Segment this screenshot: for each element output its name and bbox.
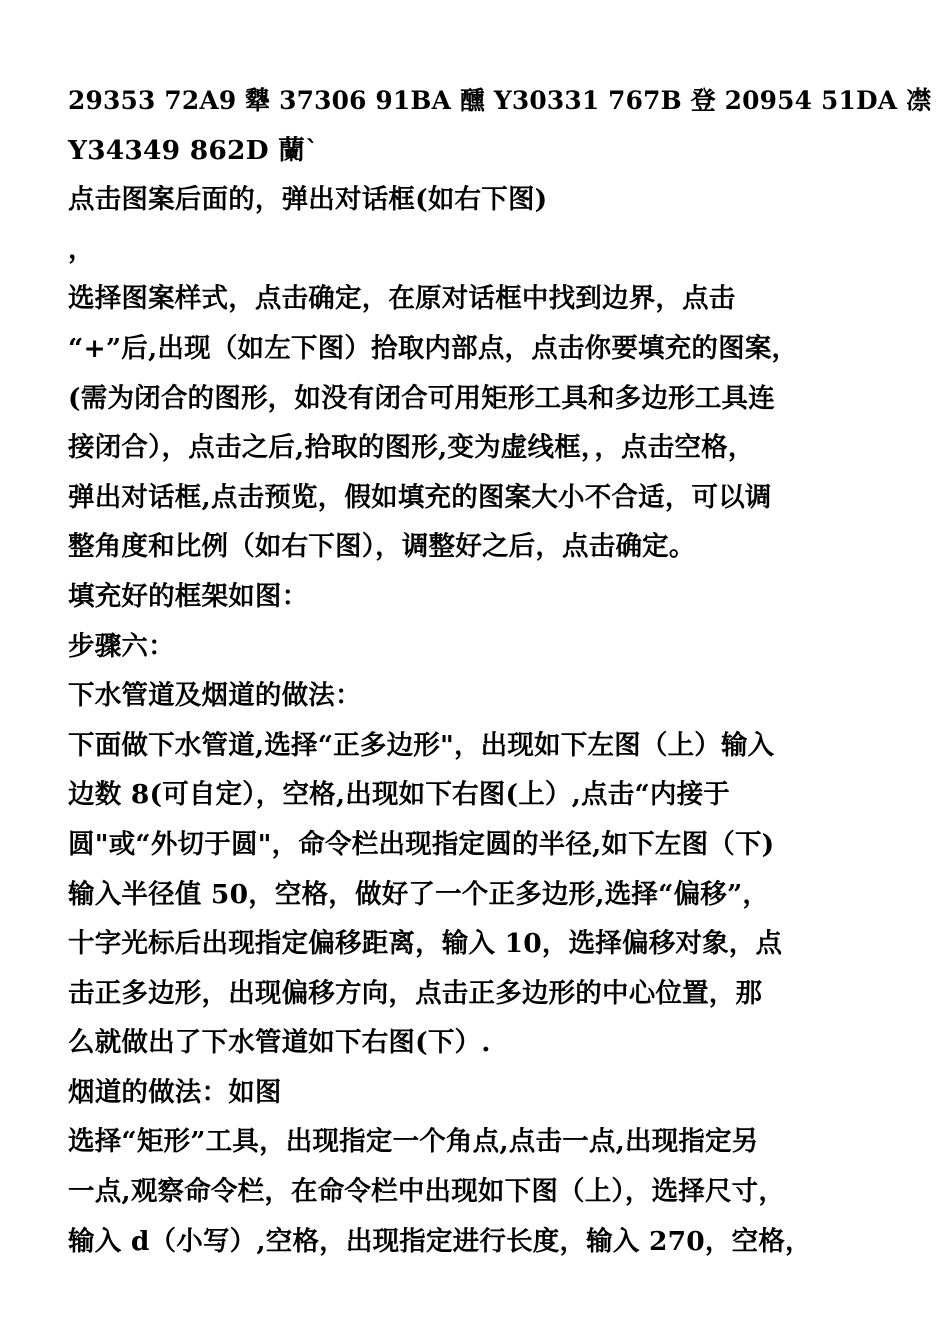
text-line-1: 29353 72A9 犩 37306 91BA 醺 Y30331 767B 登 20954 51DA 凚 <box>68 86 932 115</box>
text-line-14: 下面做下水管道,选择“正多边形"，出现如下左图（上）输入 <box>68 729 775 761</box>
text-line-11: 填充好的框架如图： <box>68 580 309 612</box>
text-line-20: 么就做出了下水管道如下右图(下）. <box>68 1027 491 1059</box>
text-line-10: 整角度和比例（如右下图），调整好之后，点击确定。 <box>68 531 696 563</box>
text-line-9: 弹出对话框,点击预览，假如填充的图案大小不合适，可以调 <box>68 481 772 513</box>
text-line-13: 下水管道及烟道的做法： <box>68 680 362 712</box>
text-line-3: 点击图案后面的，弹出对话框(如右下图) <box>68 184 548 216</box>
text-line-15: 边数 8(可自定），空格,出现如下右图(上）,点击“内接于 <box>68 779 730 811</box>
text-line-12: 步骤六： <box>68 630 175 662</box>
text-line-7: (需为闭合的图形，如没有闭合可用矩形工具和多边形工具连 <box>68 382 775 414</box>
text-line-2: Y34349 862D 蘭` <box>68 134 319 166</box>
text-line-24: 输入 d（小写）,空格，出现指定进行长度，输入 270，空格， <box>68 1225 812 1257</box>
text-line-4: ， <box>68 233 95 265</box>
text-line-23: 一点,观察命令栏，在命令栏中出现如下图（上），选择尺寸， <box>68 1176 786 1208</box>
text-line-18: 十字光标后出现指定偏移距离，输入 10，选择偏移对象，点 <box>68 928 783 960</box>
text-line-22: 选择“矩形”工具，出现指定一个角点,点击一点,出现指定另 <box>68 1126 759 1158</box>
text-line-17: 输入半径值 50，空格，做好了一个正多边形,选择“偏移”， <box>68 878 770 910</box>
text-line-8: 接闭合），点击之后,拾取的图形,变为虚线框，，点击空格， <box>68 432 755 464</box>
text-line-16: 圆"或“外切于圆"，命令栏出现指定圆的半径,如下左图（下) <box>68 828 775 860</box>
text-line-6: “+”后,出现（如左下图）拾取内部点，点击你要填充的图案， <box>68 332 799 364</box>
text-line-19: 击正多边形，出现偏移方向，点击正多边形的中心位置，那 <box>68 977 763 1009</box>
text-line-21: 烟道的做法：如图 <box>68 1076 282 1108</box>
text-line-5: 选择图案样式，点击确定，在原对话框中找到边界，点击 <box>68 283 736 315</box>
